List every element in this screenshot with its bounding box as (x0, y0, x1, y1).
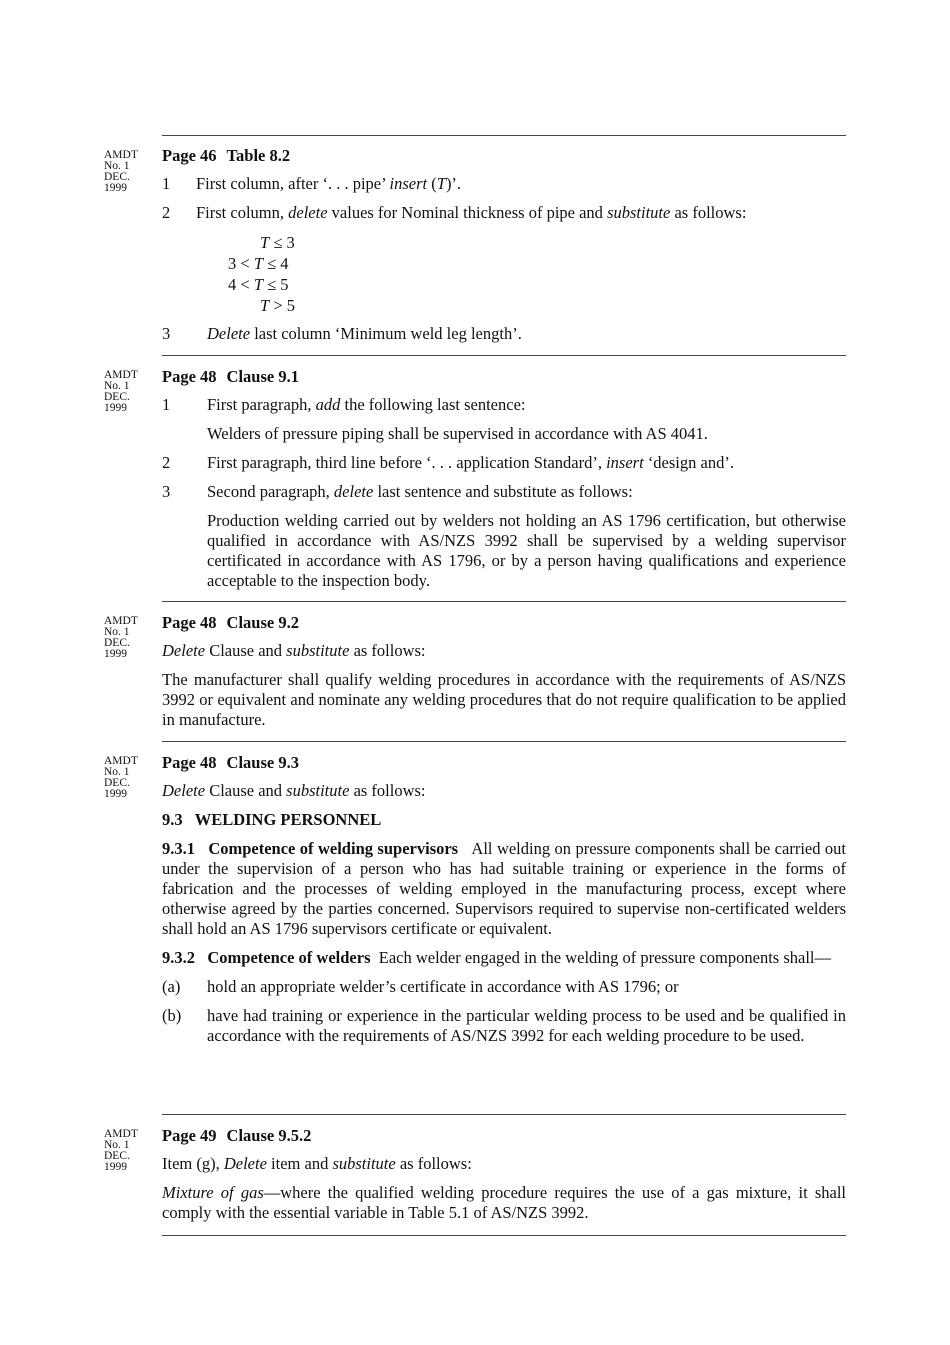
formula-line (162, 232, 846, 253)
item-label: (a) (162, 977, 181, 996)
item-text: Item (g), (162, 1154, 224, 1173)
heading-page-ref: Page 48 (162, 367, 217, 386)
item-emphasis: substitute (286, 781, 350, 800)
amendment-month: DEC. (104, 777, 130, 789)
formula-post: > 5 (269, 296, 295, 315)
clause-paragraph-title: 9.3.2 Competence of welders (162, 948, 371, 967)
item-emphasis: Delete (162, 641, 206, 660)
section-heading (162, 146, 846, 166)
item-emphasis: add (315, 395, 341, 414)
heading-page-ref: Page 48 (162, 753, 217, 772)
item-text: as follows: (395, 1154, 472, 1173)
item-text: have had training or experience in the particular welding process to be used and be qualified in accordance with the requirements of AS/NZS 3992 for each welding procedure to be used. (207, 1006, 846, 1045)
item-text: Clause and (205, 781, 287, 800)
clause-sub-heading: 9.3 WELDING PERSONNEL (162, 810, 382, 829)
amendment-number: No. 1 (104, 1139, 130, 1151)
item-number: 3 (162, 482, 171, 501)
amendment-number: No. 1 (104, 766, 130, 778)
amendment-month: DEC. (104, 1150, 130, 1162)
item-emphasis: insert (606, 453, 644, 472)
amendment-section-clause-9-3 (162, 753, 846, 1055)
heading-clause-ref: Clause 9.2 (226, 613, 299, 632)
item-text: )’. (445, 174, 462, 193)
section-heading (162, 367, 846, 387)
heading-clause-ref: Clause 9.3 (226, 753, 299, 772)
item-emphasis: substitute (332, 1154, 396, 1173)
item-emphasis: insert (389, 174, 428, 193)
amendment-label: AMDT (104, 755, 138, 767)
clause-paragraph (162, 948, 846, 968)
amendment-label: AMDT (104, 149, 138, 161)
item-emphasis: delete (288, 203, 328, 222)
divider-rule (162, 355, 846, 356)
item-emphasis: Delete (162, 781, 206, 800)
amendment-year: 1999 (104, 788, 127, 800)
amendment-section-clause-9-2 (162, 613, 846, 739)
item-text: First column, (196, 203, 289, 222)
item-text: Clause and (205, 641, 287, 660)
clause-paragraph (162, 839, 846, 939)
item-number: 1 (162, 174, 171, 193)
item-text: First paragraph, third line before ‘. . . application Standard’, (207, 453, 607, 472)
list-item (162, 174, 846, 194)
formula-pre: 3 < (228, 254, 254, 273)
clause-paragraph-title: 9.3.1 Competence of welding supervisors (162, 839, 459, 858)
formula-pre: 4 < (228, 275, 254, 294)
item-emphasis: Mixture of gas (162, 1183, 264, 1202)
heading-page-ref: Page 46 (162, 146, 217, 165)
formula-line (162, 274, 846, 295)
substituted-text: The manufacturer shall qualify welding procedures in accordance with the requirements of AS/NZS 3992 or equivalent and nominate any welding procedures that do not require qualification to be applied in manufacture. (162, 670, 846, 729)
item-label: (b) (162, 1006, 182, 1025)
amendment-note (104, 756, 156, 800)
instruction-line (162, 1154, 846, 1174)
item-text: First column, after ‘. . . pipe’ (196, 174, 390, 193)
section-heading (162, 753, 846, 773)
item-number: 3 (162, 324, 171, 343)
list-item (162, 395, 846, 415)
amendment-number: No. 1 (104, 626, 130, 638)
item-number: 1 (162, 395, 171, 414)
divider-rule (162, 1235, 846, 1236)
heading-page-ref: Page 48 (162, 613, 217, 632)
item-text: First paragraph, (207, 395, 316, 414)
formula-var: T (260, 296, 270, 315)
formula-post: ≤ 5 (263, 275, 289, 294)
item-text: values for Nominal thickness of pipe and (327, 203, 608, 222)
list-item (162, 977, 846, 997)
item-text: the following last sentence: (340, 395, 526, 414)
amendment-note (104, 616, 156, 660)
amendment-note (104, 370, 156, 414)
item-emphasis: substitute (607, 203, 671, 222)
amendment-year: 1999 (104, 1161, 127, 1173)
item-text: ‘design and’. (643, 453, 734, 472)
item-text: as follows: (670, 203, 747, 222)
formula-var: T (253, 275, 263, 294)
clause-paragraph-text: All welding on pressure components shall be carried out under the supervision of a person who has had suitable training or experience in the forms of fabrication and the processes of welding employed in the manufacturing process, except where otherwise agreed by the parties concerned. Supervisors required to supervise non-certificated welders shall hold an AS 1796 supervisors certificate or equivalent. (162, 839, 846, 938)
list-item (162, 453, 846, 473)
formula-var: T (260, 233, 270, 252)
heading-clause-ref: Clause 9.5.2 (226, 1126, 312, 1145)
formula-line (162, 253, 846, 274)
amendment-month: DEC. (104, 391, 130, 403)
list-item (162, 1006, 846, 1046)
divider-rule (162, 601, 846, 602)
item-text: as follows: (349, 781, 426, 800)
formula-line (162, 295, 846, 316)
item-emphasis: Delete (207, 324, 251, 343)
formula-post: ≤ 3 (269, 233, 295, 252)
amendment-section-clause-9-1 (162, 367, 846, 600)
list-item (162, 482, 846, 502)
thickness-formula-list (162, 232, 846, 316)
divider-rule (162, 1114, 846, 1115)
amendment-section-table-8-2 (162, 146, 846, 353)
instruction-line (162, 781, 846, 801)
formula-var: T (253, 254, 263, 273)
list-item (162, 324, 846, 344)
amendment-note (104, 1129, 156, 1173)
item-text: last column ‘Minimum weld leg length’. (250, 324, 522, 343)
amendment-note (104, 150, 156, 194)
item-emphasis: substitute (286, 641, 350, 660)
section-heading (162, 1126, 846, 1146)
heading-clause-ref: Table 8.2 (226, 146, 291, 165)
amendment-year: 1999 (104, 402, 127, 414)
item-emphasis: delete (333, 482, 374, 501)
item-number: 2 (162, 453, 171, 472)
divider-rule (162, 135, 846, 136)
amendment-number: No. 1 (104, 380, 130, 392)
heading-page-ref: Page 49 (162, 1126, 217, 1145)
amendment-label: AMDT (104, 1128, 138, 1140)
amendment-number: No. 1 (104, 160, 130, 172)
formula-post: ≤ 4 (263, 254, 289, 273)
item-text: Second paragraph, (207, 482, 334, 501)
list-item (162, 203, 846, 223)
amendment-year: 1999 (104, 648, 127, 660)
item-emphasis: T (436, 174, 446, 193)
amendment-label: AMDT (104, 369, 138, 381)
substituted-text: Production welding carried out by welders not holding an AS 1796 certification, but otherwise qualified in accordance with AS/NZS 3992 shall be supervised by a welding supervisor certificated in accordance with AS 1796, or by a person having qualifications and experience acceptable to the inspection body. (207, 511, 846, 590)
divider-rule (162, 741, 846, 742)
item-text: last sentence and substitute as follows: (373, 482, 633, 501)
item-text: ( (427, 174, 437, 193)
heading-clause-ref: Clause 9.1 (226, 367, 299, 386)
clause-paragraph-text: Each welder engaged in the welding of pressure components shall— (378, 948, 831, 967)
item-emphasis: Delete (223, 1154, 267, 1173)
item-text: as follows: (349, 641, 426, 660)
item-text: hold an appropriate welder’s certificate in accordance with AS 1796; or (207, 977, 679, 996)
amendment-year: 1999 (104, 182, 127, 194)
instruction-line (162, 641, 846, 661)
item-number: 2 (162, 203, 171, 222)
amendment-month: DEC. (104, 171, 130, 183)
section-heading (162, 613, 846, 633)
amendment-section-clause-9-5-2 (162, 1126, 846, 1232)
item-text: item and (266, 1154, 333, 1173)
substituted-text: Welders of pressure piping shall be supervised in accordance with AS 4041. (207, 424, 708, 443)
substituted-text (162, 1183, 846, 1223)
amendment-month: DEC. (104, 637, 130, 649)
item-text: —where the qualified welding procedure requires the use of a gas mixture, it shall comply with the essential variable in Table 5.1 of AS/NZS 3992. (162, 1183, 846, 1222)
amendment-label: AMDT (104, 615, 138, 627)
